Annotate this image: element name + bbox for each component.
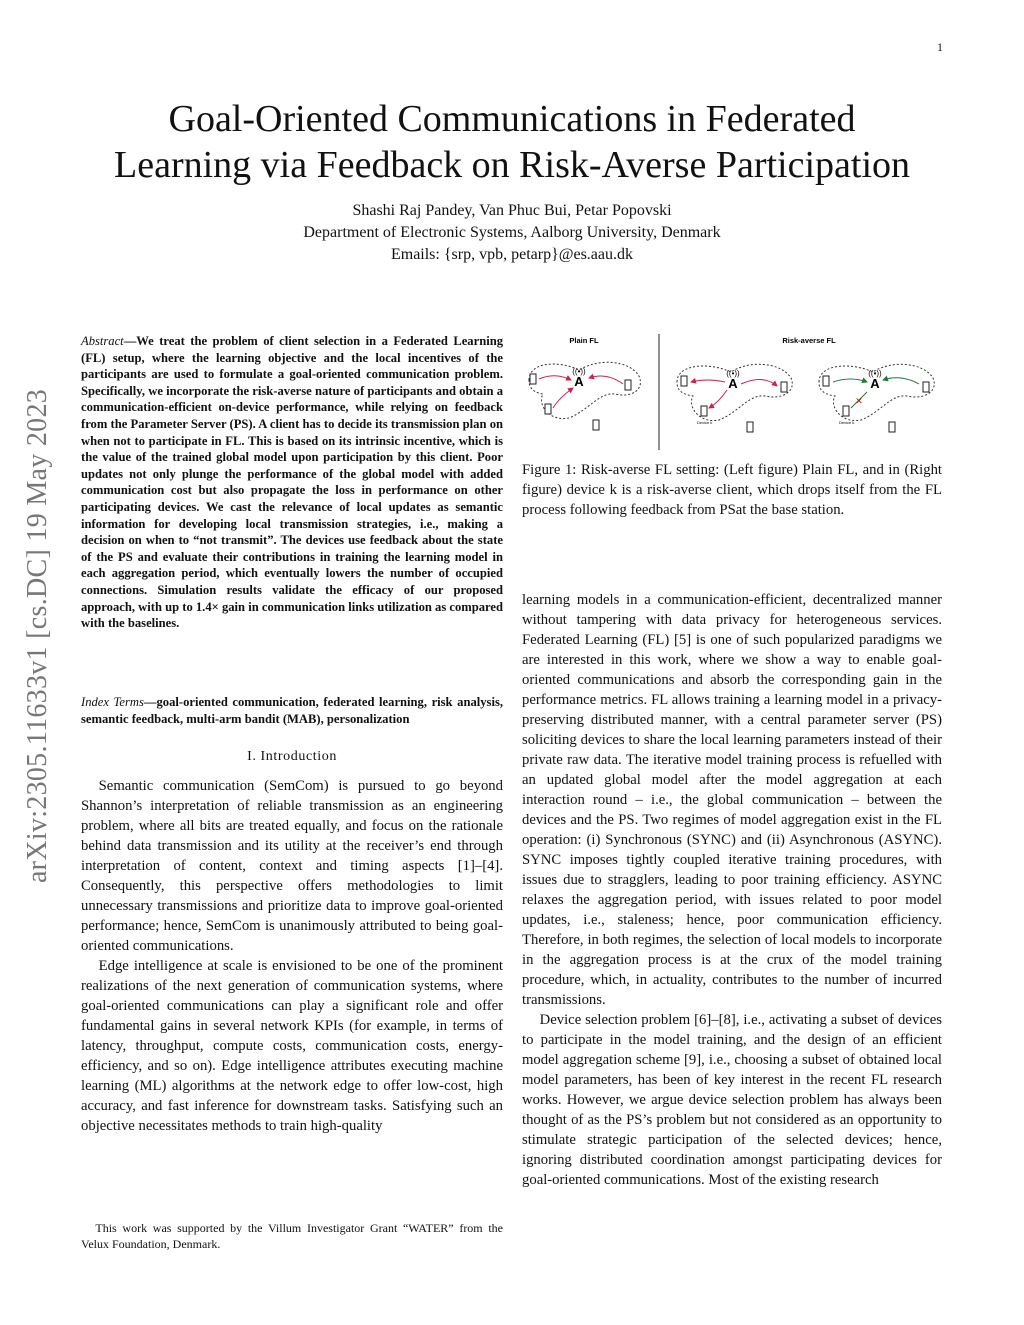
cross-icon: ✕ bbox=[855, 396, 863, 406]
device-icon bbox=[530, 374, 536, 384]
risk-averse-fl-label: Risk-averse FL bbox=[782, 336, 836, 345]
device-icon bbox=[889, 422, 895, 432]
device-k-label: Device k bbox=[839, 420, 855, 425]
emails: Emails: {srp, vpb, petarp}@es.aau.dk bbox=[390, 246, 634, 263]
uplink-arrow bbox=[539, 376, 571, 380]
plain-fl-label: Plain FL bbox=[569, 336, 599, 345]
abstract-label: Abstract bbox=[81, 334, 124, 348]
device-icon bbox=[701, 406, 707, 416]
footnote-text: This work was supported by the Villum Investigator Grant “WATER” from the Velux Foundation, Denmark. bbox=[81, 1221, 503, 1251]
feedback-arrow bbox=[709, 390, 727, 408]
server-icon: A bbox=[574, 374, 584, 389]
server-icon: A bbox=[728, 376, 738, 391]
panel-plain-fl bbox=[529, 362, 640, 430]
server-icon: A bbox=[870, 376, 880, 391]
section-heading: I. Introduction bbox=[247, 749, 337, 764]
device-icon bbox=[681, 376, 687, 386]
panel-risk-averse-fl-green bbox=[819, 364, 934, 432]
right-column-body bbox=[522, 590, 942, 1190]
uplink-arrow bbox=[833, 379, 867, 382]
antenna-icon: ((•)) bbox=[572, 367, 586, 376]
intro-paragraph-1: Semantic communication (SemCom) is pursued to go beyond Shannon’s interpretation of reliable transmission as an engineering problem, where all bits are treated equally, and focus on the rationale behind data transmission and its utility at the receiver’s end through interpretation of content, context and timing aspects [1]–[4]. Consequently, this perspective offers methodologies to limit unnecessary transmissions and prioritize data to improve goal-oriented performance; hence, SemCom is unanimously attributed to being goal-oriented communications. bbox=[81, 778, 503, 954]
figure-caption: Figure 1: Risk-averse FL setting: (Left figure) Plain FL, and in (Right figure) device k is a risk-averse client, which drops itself from the FL process following feedback from PSat the base station. bbox=[522, 462, 942, 518]
antenna-icon: ((•)) bbox=[726, 369, 740, 378]
figure-1 bbox=[519, 332, 947, 452]
device-icon bbox=[545, 404, 551, 414]
affiliation: Department of Electronic Systems, Aalborg University, Denmark bbox=[303, 224, 721, 241]
device-icon bbox=[747, 422, 753, 432]
paper-title bbox=[60, 96, 964, 188]
antenna-icon: ((•)) bbox=[868, 369, 882, 378]
device-k-label: Device k bbox=[697, 420, 713, 425]
abstract-text: —We treat the problem of client selection in a Federated Learning (FL) setup, where the learning objective and the local incentives of the participants are used to formulate a goal-oriented communication problem. Specifically, we incorporate the risk-averse nature of participants and obtain a communication-efficient on-device performance, while relying on feedback from the Parameter Server (PS). A client has to decide its transmission plan on when not to participate in FL. This is based on its intrinsic incentive, which is the value of the trained global model upon participation by this client. Poor updates not only plunge the performance of the global model with added communication cost but also propagate the loss in performance on other participating devices. We cast the relevance of local updates as semantic information for developing local transmission strategies, i.e., making a decision on when to “not transmit”. The devices use feedback about the state of the PS and evaluate their contributions in training the learning model in each aggregation period, which eventually lowers the number of occupied connections. Simulation results validate the efficacy of our proposed approach, with up to 1.4× gain in communication links utilization as compared with the baselines. bbox=[81, 334, 504, 631]
uplink-arrow bbox=[589, 376, 623, 384]
device-icon bbox=[823, 376, 829, 386]
index-terms-label: Index Terms bbox=[81, 695, 144, 709]
left-column-body bbox=[81, 776, 503, 1136]
device-icon bbox=[843, 406, 849, 416]
device-icon bbox=[593, 420, 599, 430]
arxiv-identifier: arXiv:2305.11633v1 [cs.DC] 19 May 2023 bbox=[22, 388, 53, 884]
index-terms bbox=[81, 694, 503, 727]
intro-paragraph-2: Edge intelligence at scale is envisioned to be one of the prominent realizations of the next generation of communication systems, where goal-oriented communications can play a significant role and offer fundamental gains in several network KPIs (for example, in terms of latency, throughput, compute costs, communication costs, energy-efficiency, and so on). Edge intelligence attributes executing machine learning (ML) algorithms at the network edge to offer low-cost, high accuracy, and fast inference for downstream tasks. Satisfying such an objective necessitates methods to train high-quality bbox=[81, 958, 503, 1134]
device-icon bbox=[781, 382, 787, 392]
abstract bbox=[81, 333, 503, 632]
device-icon bbox=[923, 382, 929, 392]
title-line-1: Goal-Oriented Communications in Federated bbox=[168, 98, 856, 140]
figure-1-diagram bbox=[519, 332, 947, 452]
uplink-arrow bbox=[883, 378, 919, 384]
title-line-2: Learning via Feedback on Risk-Averse Participation bbox=[114, 144, 910, 186]
author-block bbox=[160, 200, 864, 266]
index-terms-text: —goal-oriented communication, federated learning, risk analysis, semantic feedback, multi-arm bandit (MAB), personalization bbox=[81, 695, 503, 726]
feedback-arrow bbox=[691, 380, 725, 382]
right-paragraph-2: Device selection problem [6]–[8], i.e., activating a subset of devices to participate in the model training, and the design of an efficient model aggregation scheme [9], i.e., choosing a subset of obtained local model parameters, has been of key interest in the recent FL research works. However, we argue device selection problem has always been thought of as the PS’s problem but not considered as an opportunity to stimulate strategic participation of the selected devices; hence, ignoring distributed coordination amongst participating devices for goal-oriented communications. Most of the existing research bbox=[522, 1012, 942, 1188]
panel-risk-averse-fl-red bbox=[677, 364, 792, 432]
uplink-arrow bbox=[553, 388, 573, 408]
right-paragraph-1: learning models in a communication-efficient, decentralized manner without tampering with data privacy for heterogeneous services. Federated Learning (FL) [5] is one of such popularized paradigms we are interested in this work, where we show a way to enable goal-oriented communications and absorb the corresponding gain in the performance metrics. FL allows training a learning model in a privacy-preserving distributed manner, with a central parameter server (PS) soliciting devices to share the local learning parameters instead of their private raw data. The iterative model training process is refuelled with an updated global model after the model aggregation at each interaction round – i.e., the global communication – between the devices and the PS. Two regimes of model aggregation exist in the FL operation: (i) Synchronous (SYNC) and (ii) Asynchronous (ASYNC). SYNC imposes tightly coupled iterative training procedures, with issues due to stragglers, leading to poor training efficiency. ASYNC relaxes the aggregation period, with issues related to poor model updates, i.e., staleness; hence, poor communication efficiency. Therefore, in both regimes, the selection of local models to incorporate in the aggregation process is at the crux of the model training procedure, which, in actuality, contributes to the number of incurred transmissions. bbox=[522, 592, 942, 1008]
page-number: 1 bbox=[937, 40, 943, 54]
authors: Shashi Raj Pandey, Van Phuc Bui, Petar Popovski bbox=[352, 202, 672, 219]
device-icon bbox=[625, 380, 631, 390]
feedback-arrow bbox=[741, 379, 777, 386]
footnote bbox=[81, 1220, 503, 1252]
